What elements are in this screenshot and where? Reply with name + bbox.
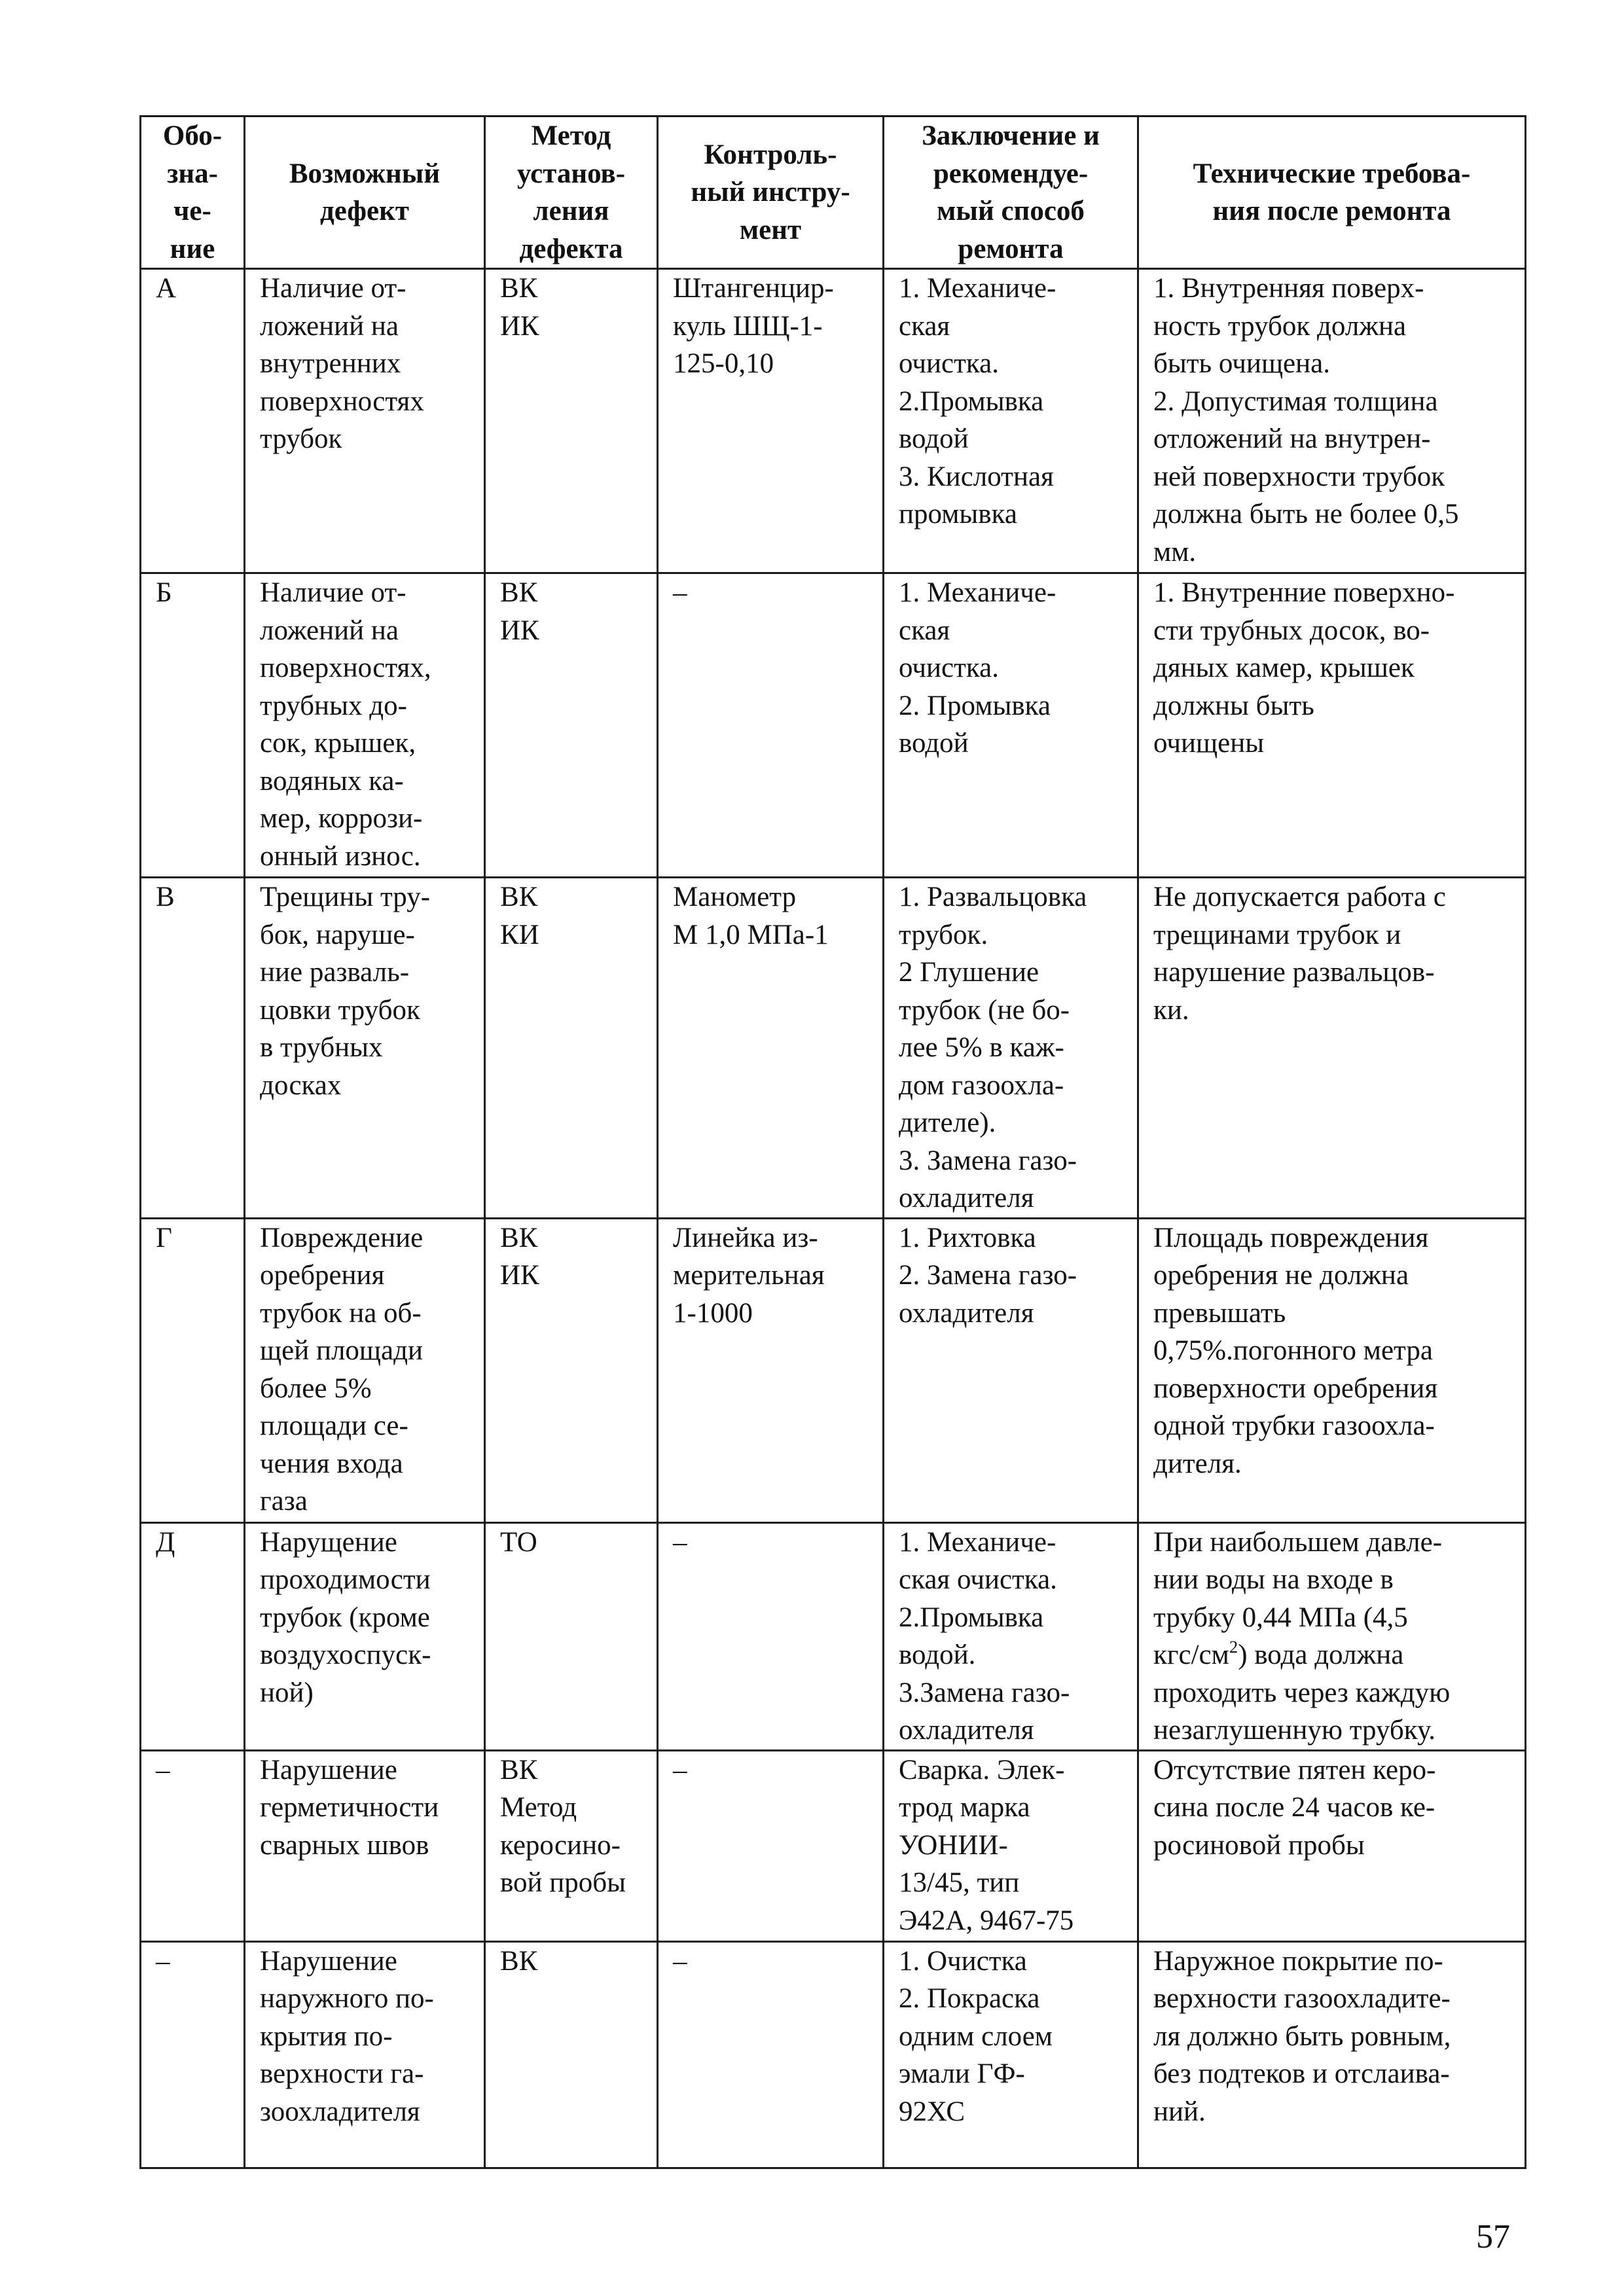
cell-repair: 1. Механиче- ская очистка. 2.Промывка водой. 3.Замена газо- охладителя	[884, 1522, 1138, 1750]
cell-method: ВК Метод керосино- вой пробы	[485, 1750, 658, 1941]
header-technical-requirements: Технические требова- ния после ремонта	[1138, 117, 1526, 269]
table-row	[141, 1750, 1526, 1941]
cell-method: ВК КИ	[485, 878, 658, 1219]
header-designation: Обо- зна- че- ние	[141, 117, 245, 269]
header-detection-method: Метод установ- ления дефекта	[485, 117, 658, 269]
cell-requirements: Не допускается работа с трещинами трубок и нарушение развальцов- ки.	[1138, 878, 1526, 1219]
cell-defect: Наличие от- ложений на поверхностях, трубных до- сок, крышек, водяных ка- мер, коррози- онный износ.	[245, 573, 485, 878]
cell-method: ВК ИК	[485, 1218, 658, 1522]
header-control-instrument: Контроль- ный инстру- мент	[658, 117, 884, 269]
table-row	[141, 1522, 1526, 1750]
cell-designation: В	[141, 878, 245, 1219]
table-row	[141, 269, 1526, 573]
cell-designation: Г	[141, 1218, 245, 1522]
cell-defect: Нарушение наружного по- крытия по- верхности га- зоохладителя	[245, 1941, 485, 2168]
cell-defect: Нарушение герметичности сварных швов	[245, 1750, 485, 1941]
cell-method: ВК	[485, 1941, 658, 2168]
cell-designation: А	[141, 269, 245, 573]
cell-repair: Сварка. Элек- трод марка УОНИИ- 13/45, тип Э42А, 9467-75	[884, 1750, 1138, 1941]
cell-requirements: Площадь повреждения оребрения не должна превышать 0,75%.погонного метра поверхности оребрения одной трубки газоохла- дителя.	[1138, 1218, 1526, 1522]
table-row	[141, 878, 1526, 1219]
cell-instrument: –	[658, 1522, 884, 1750]
requirements-text-after-superscript: ) вода должна проходить через каждую незаглушенную трубку.	[1153, 1640, 1451, 1746]
cell-instrument: –	[658, 573, 884, 878]
cell-repair: 1. Рихтовка 2. Замена газо- охладителя	[884, 1218, 1138, 1522]
cell-repair: 1. Механиче- ская очистка. 2.Промывка водой 3. Кислотная промывка	[884, 269, 1138, 573]
cell-method: ТО	[485, 1522, 658, 1750]
cell-designation: –	[141, 1941, 245, 2168]
table-row	[141, 1218, 1526, 1522]
table-header-row	[141, 117, 1526, 269]
cell-defect: Нарущение проходимости трубок (кроме воздухоспуск- ной)	[245, 1522, 485, 1750]
cell-designation: –	[141, 1750, 245, 1941]
page-number: 57	[1476, 2218, 1510, 2255]
cell-requirements: 1. Внутренняя поверх- ность трубок должна быть очищена. 2. Допустимая толщина отложений на внутрен- ней поверхности трубок должна быть не более 0,5 мм.	[1138, 269, 1526, 573]
header-repair-recommendation: Заключение и рекомендуе- мый способ ремонта	[884, 117, 1138, 269]
cell-repair: 1. Развальцовка трубок. 2 Глушение трубок (не бо- лее 5% в каж- дом газоохла- дителе). 3. Замена газо- охладителя	[884, 878, 1138, 1219]
cell-defect: Трещины тру- бок, наруше- ние разваль- цовки трубок в трубных досках	[245, 878, 485, 1219]
cell-instrument: Манометр М 1,0 МПа-1	[658, 878, 884, 1219]
cell-repair: 1. Очистка 2. Покраска одним слоем эмали ГФ- 92ХС	[884, 1941, 1138, 2168]
cell-method: ВК ИК	[485, 573, 658, 878]
cell-instrument: Линейка из- мерительная 1-1000	[658, 1218, 884, 1522]
cell-instrument: –	[658, 1750, 884, 1941]
superscript-two: 2	[1229, 1637, 1238, 1657]
cell-requirements: Отсутствие пятен керо- сина после 24 часов ке- росиновой пробы	[1138, 1750, 1526, 1941]
cell-defect: Повреждение оребрения трубок на об- щей площади более 5% площади се- чения входа газа	[245, 1218, 485, 1522]
requirements-text-before-superscript: При наибольшем давле- нии воды на входе в трубку 0,44 МПа (4,5 кгс/см	[1153, 1526, 1443, 1670]
cell-requirements: 1. Внутренние поверхно- сти трубных досок, во- дяных камер, крышек должны быть очищены	[1138, 573, 1526, 878]
cell-designation: Д	[141, 1522, 245, 1750]
defect-table	[139, 115, 1526, 2169]
cell-instrument: Штангенцир- куль ШЩ-1- 125-0,10	[658, 269, 884, 573]
cell-repair: 1. Механиче- ская очистка. 2. Промывка водой	[884, 573, 1138, 878]
cell-method: ВК ИК	[485, 269, 658, 573]
cell-designation: Б	[141, 573, 245, 878]
table-row	[141, 573, 1526, 878]
page-content	[139, 115, 1525, 2169]
table-row	[141, 1941, 1526, 2168]
cell-requirements: Наружное покрытие по- верхности газоохладите- ля должно быть ровным, без подтеков и отслаива- ний.	[1138, 1941, 1526, 2168]
header-possible-defect: Возможный дефект	[245, 117, 485, 269]
cell-requirements	[1138, 1522, 1526, 1750]
cell-instrument: –	[658, 1941, 884, 2168]
cell-defect: Наличие от- ложений на внутренних поверхностях трубок	[245, 269, 485, 573]
